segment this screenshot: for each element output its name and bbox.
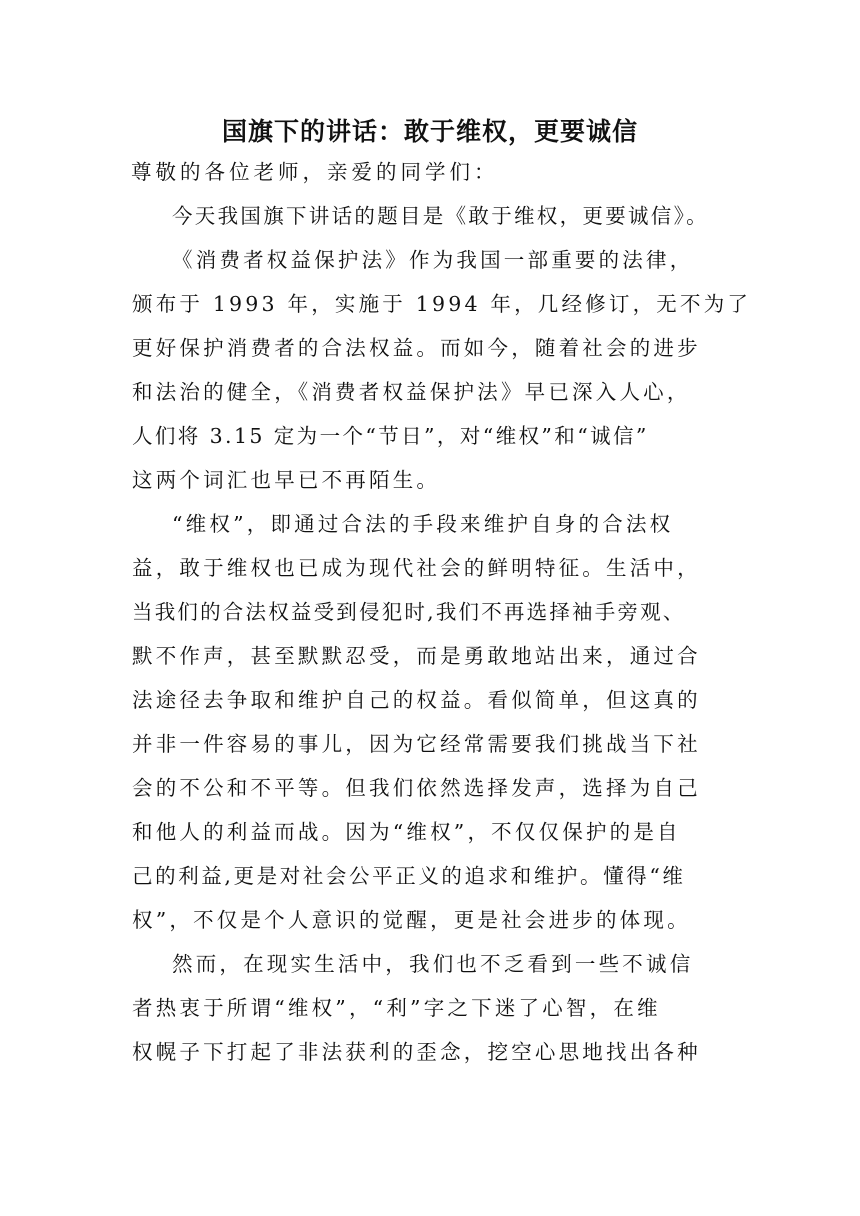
paragraph-line: 者热衷于所谓“维权”，“利”字之下迷了心智，在维 [132, 996, 661, 1020]
paragraph-line: 更好保护消费者的合法权益。而如今，随着社会的进步 [132, 336, 701, 360]
paragraph-line: 颁布于 1993 年，实施于 1994 年，几经修订，无不为了 [132, 292, 752, 316]
paragraph-line: 人们将 3.15 定为一个“节日”，对“维权”和“诚信” [132, 424, 649, 448]
paragraph-line: 今天我国旗下讲话的题目是《敢于维权，更要诚信》。 [172, 204, 709, 228]
document-body [131, 154, 752, 1071]
paragraph-line: 《消费者权益保护法》作为我国一部重要的法律， [172, 248, 694, 272]
paragraph-line: 权”，不仅是个人意识的觉醒，更是社会进步的体现。 [132, 908, 691, 932]
document-title: 国旗下的讲话：敢于维权，更要诚信 [221, 117, 638, 146]
paragraph-line: 并非一件容易的事儿，因为它经常需要我们挑战当下社 [132, 732, 701, 756]
paragraph-line: 和法治的健全，《消费者权益保护法》早已深入人心， [132, 380, 691, 404]
paragraph-line: 己的利益,更是对社会公平正义的追求和维护。懂得“维 [132, 864, 686, 888]
paragraph-line: 默不作声，甚至默默忍受，而是勇敢地站出来，通过合 [132, 644, 701, 668]
salutation: 尊敬的各位老师，亲爱的同学们： [131, 160, 499, 184]
paragraph-line: 会的不公和不平等。但我们依然选择发声，选择为自己 [132, 776, 701, 800]
paragraph-line: 权幌子下打起了非法获利的歪念，挖空心思地找出各种 [132, 1040, 701, 1064]
paragraph-line: 益，敢于维权也已成为现代社会的鲜明特征。生活中， [132, 556, 701, 580]
paragraph-line: 然而，在现实生活中，我们也不乏看到一些不诚信 [172, 952, 694, 976]
paragraph-line: 这两个词汇也早已不再陌生。 [132, 468, 441, 492]
paragraph-line: 法途径去争取和维护自己的权益。看似简单，但这真的 [132, 688, 701, 712]
paragraph-line: “维权”，即通过合法的手段来维护自身的合法权 [172, 512, 674, 536]
paragraph-line: 和他人的利益而战。因为“维权”，不仅仅保护的是自 [132, 820, 681, 844]
paragraph-line: 当我们的合法权益受到侵犯时,我们不再选择袖手旁观、 [132, 600, 686, 624]
